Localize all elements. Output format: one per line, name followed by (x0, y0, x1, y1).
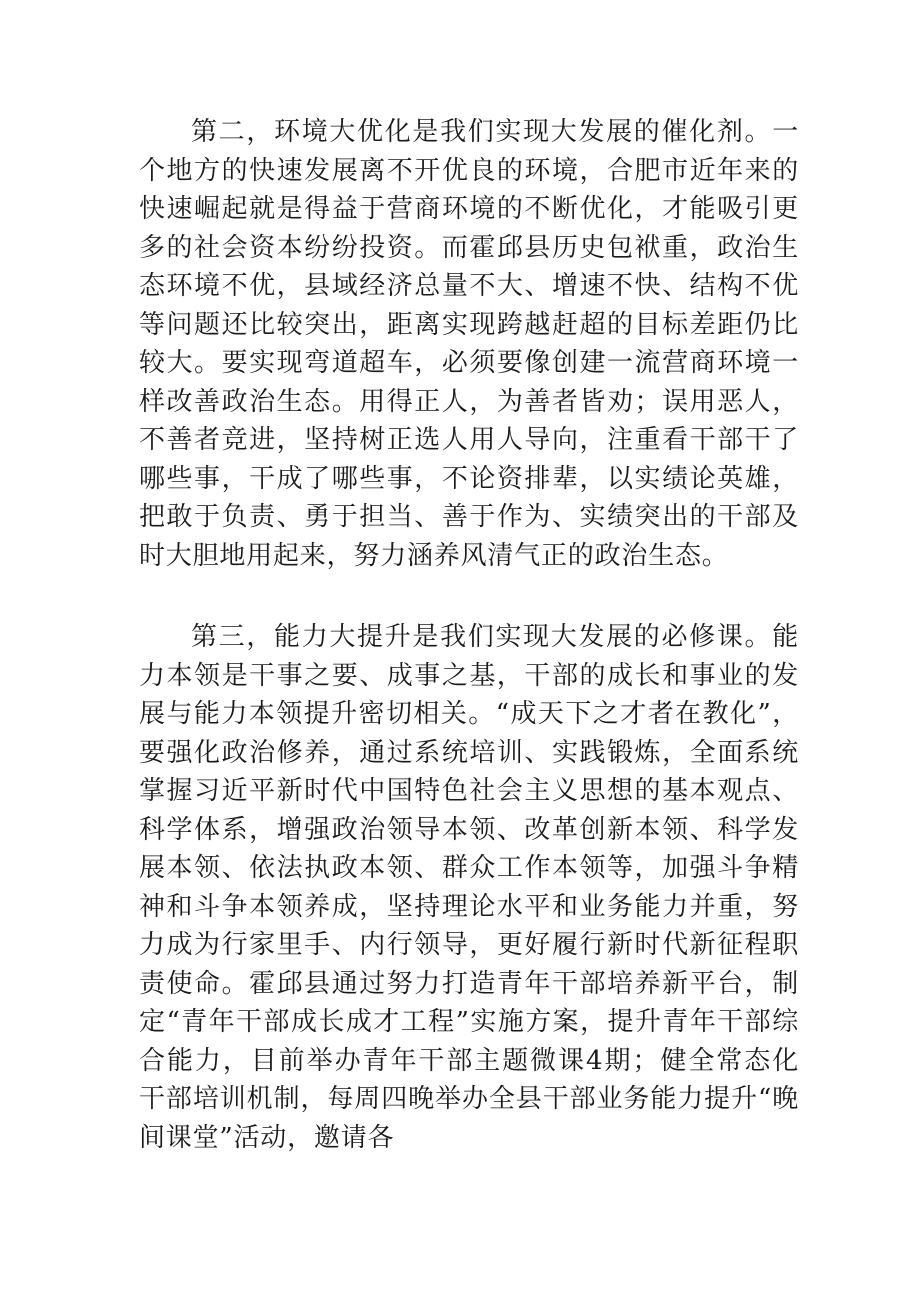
paragraph-capability-improvement: 第三，能力大提升是我们实现大发展的必修课。能力本领是干事之要、成事之基，干部的成长和事业的发展与能力本领提升密切相关。“成天下之才者在教化”，要强化政治修养，通过系统培训、实践锻炼，全面系统掌握习近平新时代中国特色社会主义思想的基本观点、科学体系，增强政治领导本领、改革创新本领、科学发展本领、依法执政本领、群众工作本领等，加强斗争精神和斗争本领养成，坚持理论水平和业务能力并重，努力成为行家里手、内行领导，更好履行新时代新征程职责使命。霍邱县通过努力打造青年干部培养新平台，制定“青年干部成长成才工程”实施方案，提升青年干部综合能力，目前举办青年干部主题微课4期；健全常态化干部培训机制，每周四晚举办全县干部业务能力提升“晚间课堂”活动，邀请各 (139, 622, 799, 1153)
paragraph-environment-optimization: 第二，环境大优化是我们实现大发展的催化剂。一个地方的快速发展离不开优良的环境，合肥市近年来的快速崛起就是得益于营商环境的不断优化，才能吸引更多的社会资本纷纷投资。而霍邱县历史包袱重，政治生态环境不优，县域经济总量不大、增速不快、结构不优等问题还比较突出，距离实现跨越赶超的目标差距仍比较大。要实现弯道超车，必须要像创建一流营商环境一样改善政治生态。用得正人，为善者皆劝；误用恶人，不善者竞进，坚持树正选人用人导向，注重看干部干了哪些事，干成了哪些事，不论资排辈，以实绩论英雄，把敢于负责、勇于担当、善于作为、实绩突出的干部及时大胆地用起来，努力涵养风清气正的政治生态。 (139, 117, 799, 571)
